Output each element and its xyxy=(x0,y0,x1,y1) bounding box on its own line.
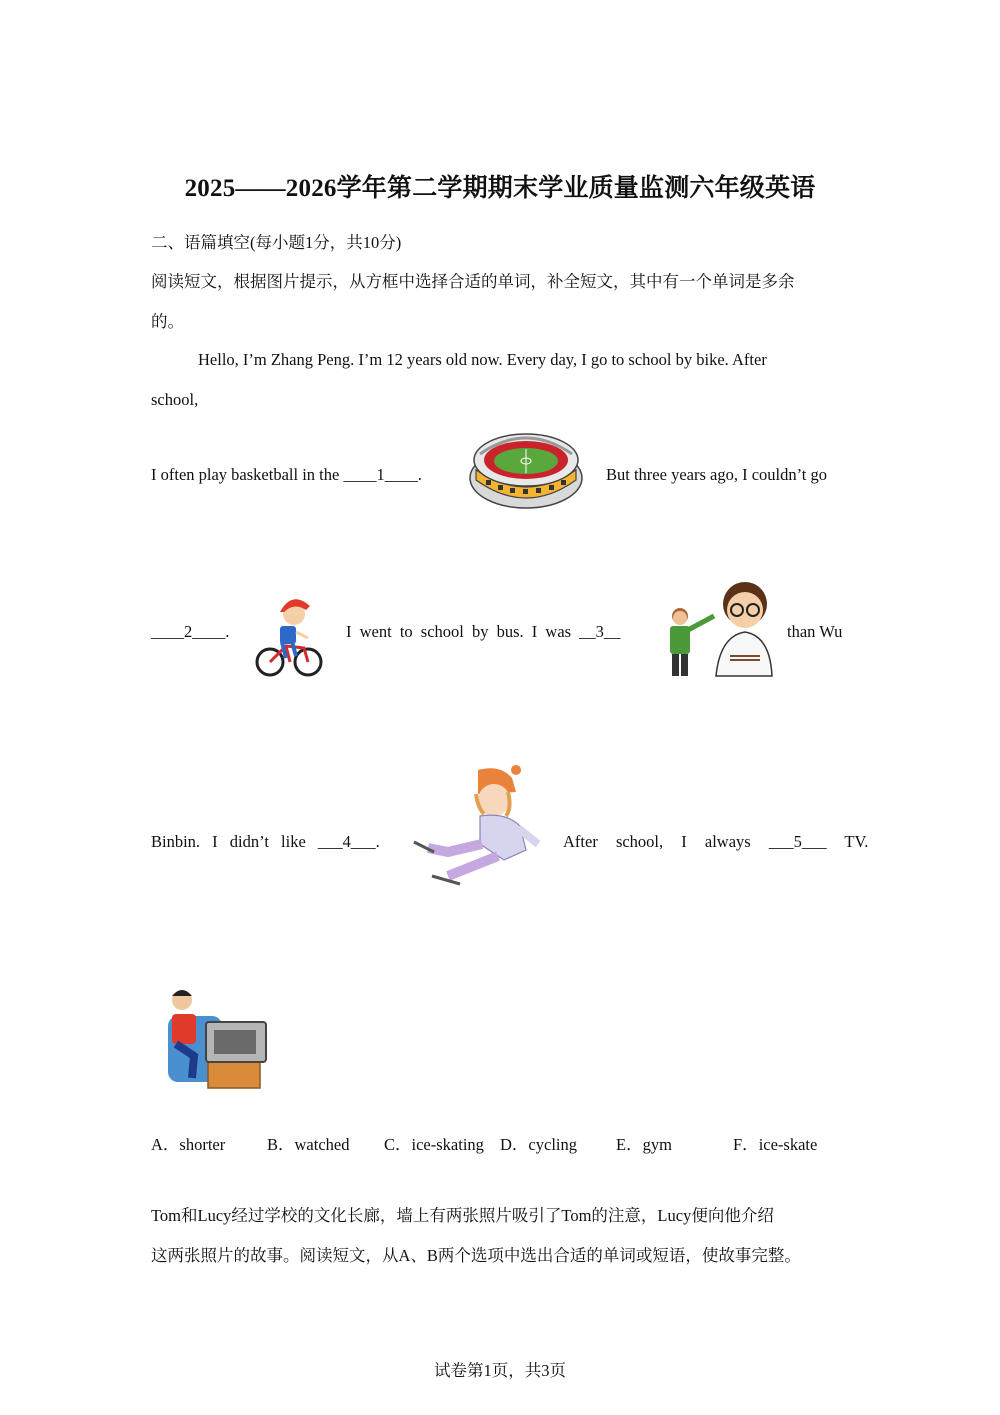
page-footer: 试卷第1页，共3页 xyxy=(434,1361,566,1380)
next-section-line-1: Tom和Lucy经过学校的文化长廊，墙上有两张照片吸引了Tom的注意，Lucy便向他介绍 xyxy=(151,1206,774,1225)
option-e-word: gym xyxy=(642,1135,672,1154)
option-d-letter: D． xyxy=(500,1135,529,1154)
passage-line-4a: ____2____. xyxy=(151,622,230,641)
instruction-line-1: 阅读短文，根据图片提示，从方框中选择合适的单词，补全短文，其中有一个单词是多余 xyxy=(151,272,795,291)
option-f-word: ice-skate xyxy=(758,1135,818,1154)
option-a-word: shorter xyxy=(179,1135,226,1154)
section-heading: 二、语篇填空(每小题1分，共10分) xyxy=(151,233,402,252)
passage-line-3b: But three years ago, I couldn’t go xyxy=(606,465,828,484)
passage-line-4c: than Wu xyxy=(787,622,843,641)
boy-cycling-picture xyxy=(256,588,326,680)
passage-line-4b: I went to school by bus. I was __3__ xyxy=(346,622,621,641)
instruction-line-2: 的。 xyxy=(151,312,184,331)
passage-line-3a: I often play basketball in the ____1____. xyxy=(151,465,422,484)
option-b-word: watched xyxy=(294,1135,350,1154)
option-c-word: ice-skating xyxy=(411,1135,484,1154)
girl-ice-skating-picture xyxy=(408,764,548,888)
page-title: 2025——2026学年第二学期期末学业质量监测六年级英语 xyxy=(184,175,816,202)
two-boys-height-picture xyxy=(660,576,774,680)
option-c xyxy=(384,1131,484,1155)
option-a-letter: A． xyxy=(151,1135,180,1154)
option-c-letter: C． xyxy=(384,1135,412,1154)
passage-line-2: school, xyxy=(151,390,199,409)
option-f-letter: F． xyxy=(733,1135,759,1154)
stadium-picture xyxy=(466,418,586,514)
option-a xyxy=(151,1131,225,1155)
option-e xyxy=(616,1131,672,1155)
passage-line-5b: After school, I always ___5___ TV. xyxy=(563,832,869,851)
option-f xyxy=(733,1131,817,1155)
passage-line-5a: Binbin. I didn’t like ___4___. xyxy=(151,832,380,851)
option-b xyxy=(267,1131,350,1155)
next-section-line-2: 这两张照片的故事。阅读短文，从A、B两个选项中选出合适的单词或短语，使故事完整。 xyxy=(151,1246,801,1265)
option-e-letter: E． xyxy=(616,1135,643,1154)
option-d-word: cycling xyxy=(528,1135,577,1154)
passage-line-1: Hello, I’m Zhang Peng. I’m 12 years old now. Every day, I go to school by bike. After xyxy=(198,350,767,369)
option-b-letter: B． xyxy=(267,1135,295,1154)
option-d xyxy=(500,1131,577,1155)
man-watching-tv-picture xyxy=(164,984,270,1092)
